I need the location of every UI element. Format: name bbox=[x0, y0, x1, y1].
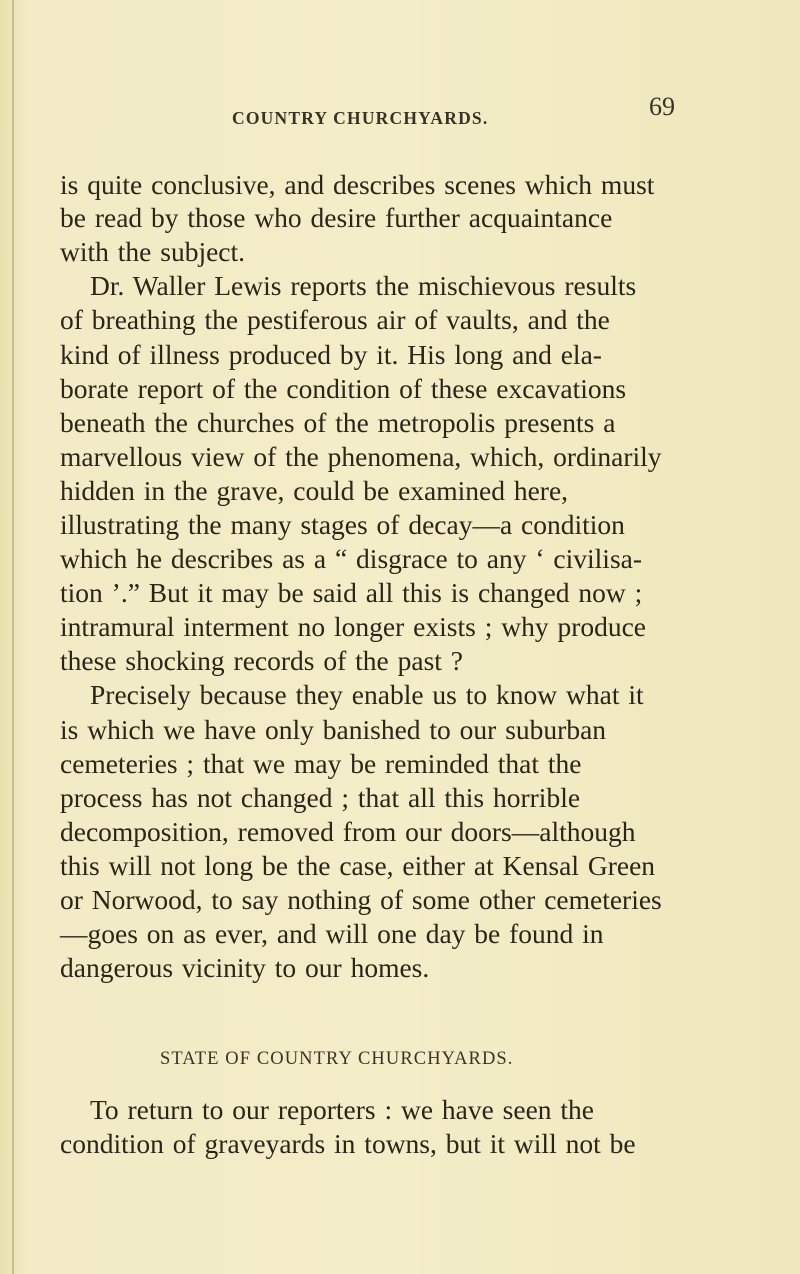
section-heading: STATE OF COUNTRY CHURCHYARDS. bbox=[160, 1049, 514, 1069]
text-line: with the subject. bbox=[60, 236, 246, 267]
text-line: beneath the churches of the metropolis presents a bbox=[60, 407, 616, 438]
text-line: hidden in the grave, could be examined here, bbox=[60, 475, 569, 506]
text-line: this will not long be the case, either at Kensal Green bbox=[60, 850, 656, 881]
running-head: COUNTRY CHURCHYARDS. bbox=[232, 108, 489, 128]
text-line: dangerous vicinity to our homes. bbox=[60, 952, 430, 983]
text-line: borate report of the condition of these excavations bbox=[60, 373, 627, 404]
text-line: or Norwood, to say nothing of some other cemeteries bbox=[60, 884, 662, 915]
text-line: is which we have only banished to our suburban bbox=[60, 714, 607, 745]
text-line: of breathing the pestiferous air of vaults, and the bbox=[60, 304, 610, 335]
text-line: process has not changed ; that all this horrible bbox=[60, 782, 581, 813]
text-line: intramural interment no longer exists ; why produce bbox=[60, 611, 647, 642]
text-line: —goes on as ever, and will one day be found in bbox=[60, 918, 604, 949]
text-line: cemeteries ; that we may be reminded that the bbox=[60, 748, 582, 779]
text-line: decomposition, removed from our doors—although bbox=[60, 816, 636, 847]
text-line: is quite conclusive, and describes scenes which must bbox=[60, 169, 655, 200]
text-line: Precisely because they enable us to know what it bbox=[90, 679, 644, 710]
text-line: which he describes as a “ disgrace to any ‘ civilisa- bbox=[60, 543, 643, 574]
text-line: kind of illness produced by it. His long and ela- bbox=[60, 339, 602, 370]
text-line: To return to our reporters : we have seen the bbox=[90, 1094, 595, 1125]
text-line: Dr. Waller Lewis reports the mischievous results bbox=[90, 270, 637, 301]
text-line: tion ’.” But it may be said all this is changed now ; bbox=[60, 577, 643, 608]
text-line: marvellous view of the phenomena, which, ordinarily bbox=[60, 441, 662, 472]
page-gutter-edge bbox=[12, 0, 14, 1274]
text-line: these shocking records of the past ? bbox=[60, 645, 463, 676]
text-line: condition of graveyards in towns, but it will not be bbox=[60, 1128, 636, 1159]
text-line: be read by those who desire further acquaintance bbox=[60, 202, 613, 233]
text-line: illustrating the many stages of decay—a condition bbox=[60, 509, 625, 540]
page-number: 69 bbox=[649, 92, 675, 121]
